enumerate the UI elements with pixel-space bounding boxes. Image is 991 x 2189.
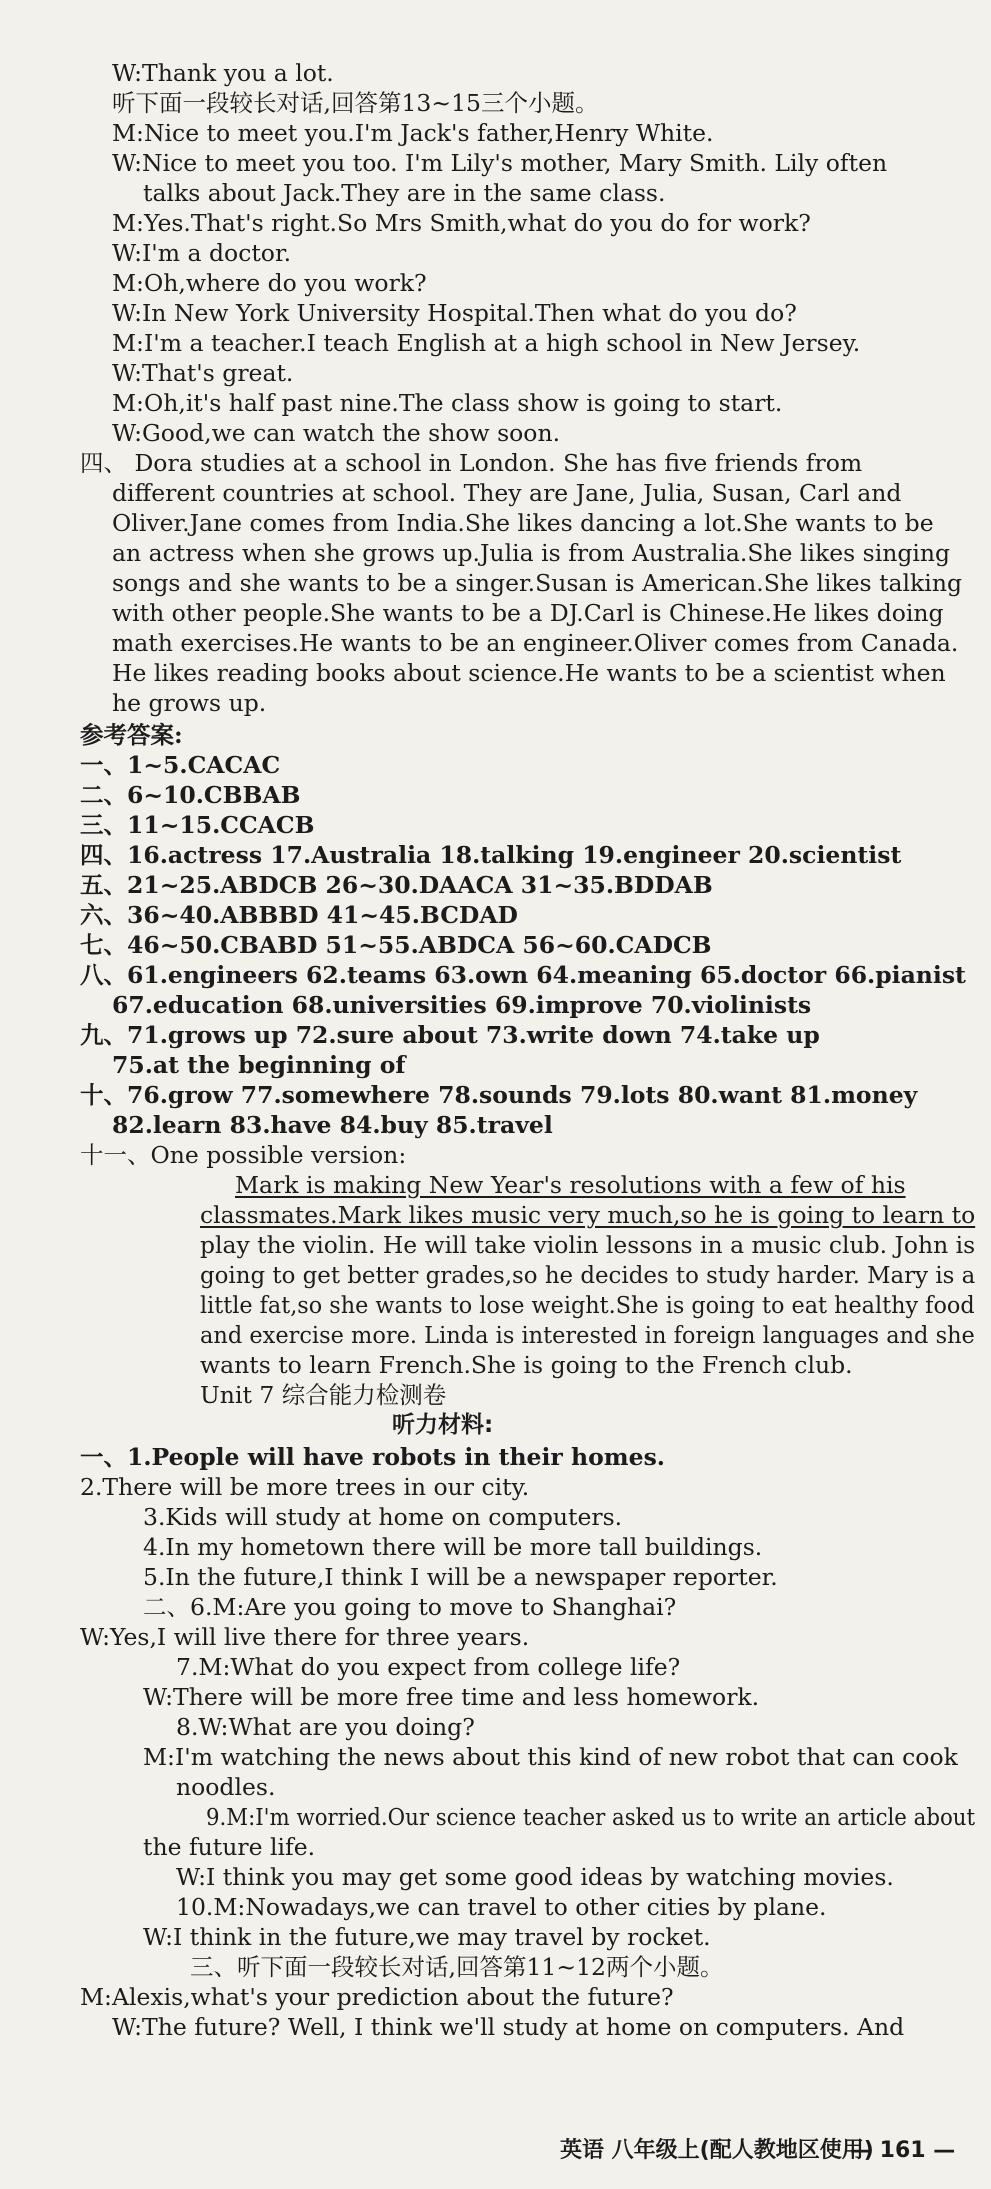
text-line: 七、46~50.CBABD 51~55.ABDCA 56~60.CADCB xyxy=(80,931,712,959)
section-heading: 参考答案: xyxy=(80,721,183,749)
text-line: 4.In my hometown there will be more tall buildings. xyxy=(143,1533,763,1561)
text-line: M:Nice to meet you.I'm Jack's father,Henry White. xyxy=(112,119,714,147)
text-line: M:I'm watching the news about this kind of new robot that can cook xyxy=(143,1743,958,1771)
text-line: Unit 7 综合能力检测卷 xyxy=(200,1381,447,1409)
text-line: and exercise more. Linda is interested in foreign languages and she xyxy=(200,1321,975,1349)
text-line: M:I'm a teacher.I teach English at a high school in New Jersey. xyxy=(112,329,861,357)
text-line: 5.In the future,I think I will be a newspaper reporter. xyxy=(143,1563,778,1591)
text-line: W:Yes,I will live there for three years. xyxy=(80,1623,530,1651)
text-line: 67.education 68.universities 69.improve 70.violinists xyxy=(112,991,812,1019)
text-line: W:Good,we can watch the show soon. xyxy=(112,419,561,447)
text-line: 二、6~10.CBBAB xyxy=(80,781,301,809)
text-line: he grows up. xyxy=(112,689,267,717)
text-line: W:I think in the future,we may travel by rocket. xyxy=(143,1923,711,1951)
text-line: little fat,so she wants to lose weight.She is going to eat healthy food xyxy=(200,1291,975,1319)
text-line: 十、76.grow 77.somewhere 78.sounds 79.lots 80.want 81.money xyxy=(80,1081,918,1109)
page-number: — 161 — xyxy=(850,2138,956,2163)
text-line: going to get better grades,so he decides to study harder. Mary is a xyxy=(200,1261,976,1289)
text-line: Mark is making New Year's resolutions with a few of his xyxy=(235,1171,906,1199)
text-line: talks about Jack.They are in the same class. xyxy=(143,179,666,207)
text-line: 九、71.grows up 72.sure about 73.write down 74.take up xyxy=(80,1021,820,1049)
text-line: 十一、One possible version: xyxy=(80,1141,407,1169)
text-line: an actress when she grows up.Julia is from Australia.She likes singing xyxy=(112,539,951,567)
text-line: Oliver.Jane comes from India.She likes dancing a lot.She wants to be xyxy=(112,509,934,537)
text-line: 五、21~25.ABDCB 26~30.DAACA 31~35.BDDAB xyxy=(80,871,713,899)
text-line: classmates.Mark likes music very much,so he is going to learn to xyxy=(200,1201,976,1229)
text-line: 八、61.engineers 62.teams 63.own 64.meaning 65.doctor 66.pianist xyxy=(80,961,966,989)
text-line: W:I'm a doctor. xyxy=(112,239,292,267)
text-line: M:Yes.That's right.So Mrs Smith,what do you do for work? xyxy=(112,209,811,237)
text-line: 一、1~5.CACAC xyxy=(80,751,281,779)
text-line: M:Oh,where do you work? xyxy=(112,269,427,297)
text-line: the future life. xyxy=(143,1833,316,1861)
text-line: noodles. xyxy=(176,1773,276,1801)
footer-subject: 英语 八年级上(配人教地区使用) xyxy=(560,2138,874,2163)
section-heading: 一、1.People will have robots in their homes. xyxy=(80,1443,665,1471)
text-line: 75.at the beginning of xyxy=(112,1051,406,1079)
text-line: M:Alexis,what's your prediction about the future? xyxy=(80,1983,674,2011)
text-line: wants to learn French.She is going to the French club. xyxy=(200,1351,853,1379)
text-line: 10.M:Nowadays,we can travel to other cities by plane. xyxy=(176,1893,827,1921)
text-line: 8.W:What are you doing? xyxy=(176,1713,475,1741)
text-line: M:Oh,it's half past nine.The class show is going to start. xyxy=(112,389,783,417)
text-line: songs and she wants to be a singer.Susan is American.She likes talking xyxy=(112,569,962,597)
text-line: W:I think you may get some good ideas by watching movies. xyxy=(176,1863,894,1891)
text-line: different countries at school. They are Jane, Julia, Susan, Carl and xyxy=(112,479,902,507)
text-line: 2.There will be more trees in our city. xyxy=(80,1473,530,1501)
text-line: 六、36~40.ABBBD 41~45.BCDAD xyxy=(80,901,518,929)
text-line: W:There will be more free time and less homework. xyxy=(143,1683,760,1711)
text-line: W:In New York University Hospital.Then what do you do? xyxy=(112,299,797,327)
unit-title: 听力材料: xyxy=(392,1412,494,1438)
text-line: W:The future? Well, I think we'll study at home on computers. And xyxy=(112,2013,905,2041)
text-line: He likes reading books about science.He wants to be a scientist when xyxy=(112,659,946,687)
text-line: W:Thank you a lot. xyxy=(112,59,334,87)
text-line: W:That's great. xyxy=(112,359,294,387)
text-line: 三、11~15.CCACB xyxy=(80,811,315,839)
text-line: 听下面一段较长对话,回答第13~15三个小题。 xyxy=(112,89,599,117)
text-line: 82.learn 83.have 84.buy 85.travel xyxy=(112,1111,553,1139)
text-line: 四、 Dora studies at a school in London. She has five friends from xyxy=(80,449,863,477)
text-line: 9.M:I'm worried.Our science teacher asked us to write an article about xyxy=(206,1803,976,1831)
text-line: with other people.She wants to be a DJ.Carl is Chinese.He likes doing xyxy=(112,599,944,627)
text-line: math exercises.He wants to be an engineer.Oliver comes from Canada. xyxy=(112,629,959,657)
text-line: 7.M:What do you expect from college life? xyxy=(176,1653,681,1681)
text-line: 三、听下面一段较长对话,回答第11~12两个小题。 xyxy=(190,1953,724,1981)
text-line: W:Nice to meet you too. I'm Lily's mother, Mary Smith. Lily often xyxy=(112,149,888,177)
text-line: 四、16.actress 17.Australia 18.talking 19.engineer 20.scientist xyxy=(80,841,902,869)
text-line: 3.Kids will study at home on computers. xyxy=(143,1503,623,1531)
text-line: play the violin. He will take violin lessons in a music club. John is xyxy=(200,1231,976,1259)
text-line: 二、6.M:Are you going to move to Shanghai? xyxy=(143,1593,677,1621)
